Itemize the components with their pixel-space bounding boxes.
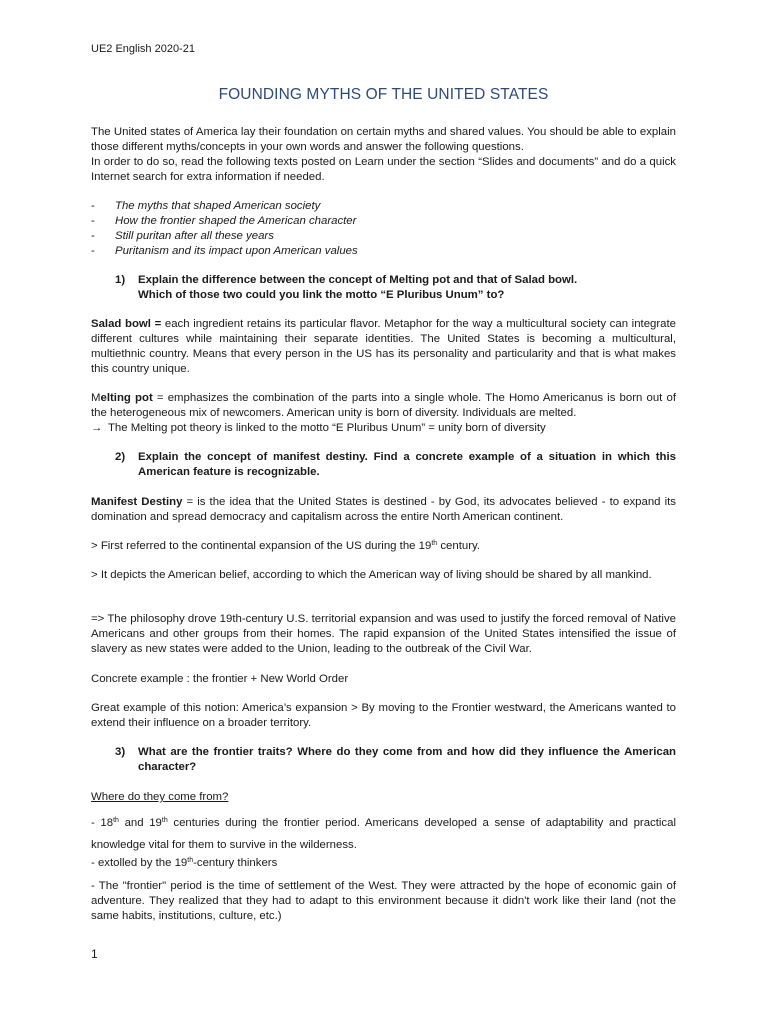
intro-line-1: The United states of America lay their foundation on certain myths and shared values. You should be able to explain those different myths/concepts in your own words and answer the following questions.	[91, 126, 676, 153]
question-1-line-2: Which of those two could you link the motto “E Pluribus Unum” to?	[138, 289, 505, 301]
centuries-paragraph	[91, 812, 676, 856]
melting-pot-term-first: M	[91, 392, 101, 404]
philosophy-text: => The philosophy drove 19th-century U.S. territorial expansion and was used to justify the forced removal of Native Americans and other groups from their homes. The rapid expansion of the United States intensified the issue of slavery as new states were added to the Union, leading to the outbreak of the Civil War.	[91, 613, 676, 655]
intro-paragraph	[91, 125, 676, 185]
intro-line-2: In order to do so, read the following texts posted on Learn under the section “Slides and documents” and do a quick Internet search for extra information if needed.	[91, 156, 676, 183]
question-number: 1)	[115, 274, 126, 286]
centuries-text-mid: and 19	[118, 817, 162, 829]
question-2	[91, 450, 676, 480]
manifest-destiny-text: = is the idea that the United States is destined - by God, its advocates believed - to expand its domination and spread democracy and capitalism across the entire North American continent.	[91, 496, 676, 523]
document-title: FOUNDING MYTHS OF THE UNITED STATES	[218, 86, 549, 103]
first-referred-paragraph	[91, 539, 676, 554]
depicts-text: > It depicts the American belief, according to which the American way of living should be shared by all mankind.	[91, 569, 652, 581]
salad-bowl-term: Salad bowl =	[91, 318, 162, 330]
manifest-destiny-paragraph	[91, 495, 676, 525]
concrete-example-paragraph	[91, 672, 676, 687]
question-2-text: Explain the concept of manifest destiny. Find a concrete example of a situation in which this American feature is recognizable.	[138, 451, 676, 478]
question-1	[91, 273, 676, 303]
superscript: th	[431, 540, 438, 547]
question-3	[91, 745, 676, 775]
salad-bowl-text: each ingredient retains its particular flavor. Metaphor for the way a multicultural society can integrate different cultures while maintaining their separate identities. The United States is becoming a multicultural, multiethnic country. Means that every person in the US has its personality and particularity and that is what makes this country unique.	[91, 318, 676, 375]
melting-pot-conclusion: The Melting pot theory is linked to the motto “E Pluribus Unum” = unity born of diversity	[105, 422, 546, 434]
bullet-item: - Still puritan after all these years	[91, 229, 676, 244]
manifest-destiny-term: Manifest Destiny	[91, 496, 183, 508]
bullet-item: - How the frontier shaped the American character	[91, 214, 676, 229]
centuries-text-end: centuries during the frontier period. Americans developed a sense of adaptability and practical knowledge vital for them to survive in the wilderness.	[91, 817, 676, 851]
question-1-line-1: Explain the difference between the concept of Melting pot and that of Salad bowl.	[138, 274, 578, 286]
melting-pot-paragraph	[91, 391, 676, 436]
great-example-paragraph	[91, 701, 676, 731]
bullet-item: - The myths that shaped American society	[91, 199, 676, 214]
salad-bowl-paragraph	[91, 317, 676, 377]
concrete-example-text: Concrete example : the frontier + New World Order	[91, 673, 349, 685]
arrow-right-icon: →	[91, 422, 103, 434]
first-referred-text: > First referred to the continental expansion of the US during the 19	[91, 540, 432, 552]
frontier-period-text: - The "frontier" period is the time of settlement of the West. They were attracted by the hope of economic gain of adventure. They realized that they had to adapt to this environment because it didn't work like their land (not the same habits, institutions, culture, etc.)	[91, 880, 676, 922]
where-heading: Where do they come from?	[91, 791, 229, 803]
first-referred-text-end: century.	[437, 540, 481, 552]
philosophy-paragraph	[91, 612, 676, 657]
document-header: UE2 English 2020-21	[91, 43, 195, 55]
melting-pot-text: = emphasizes the combination of the parts into a single whole. The Homo Americanus is born out of the heterogeneous mix of newcomers. American unity is born of diversity. Individuals are melted.	[91, 392, 677, 419]
superscript: th	[113, 817, 119, 824]
bullet-item: - Puritanism and its impact upon American values	[91, 244, 676, 259]
reading-bullets	[91, 199, 676, 259]
page-number: 1	[91, 947, 98, 961]
question-number: 2)	[115, 451, 126, 463]
extolled-text-end: -century thinkers	[193, 857, 278, 869]
melting-pot-term: elting pot	[100, 392, 153, 404]
reading-list	[91, 199, 676, 259]
great-example-text: Great example of this notion: America’s expansion > By moving to the Frontier westward, the Americans wanted to extend their influence on a broader territory.	[91, 702, 676, 729]
frontier-period-paragraph	[91, 879, 676, 924]
extolled-paragraph	[91, 856, 676, 871]
extolled-text: - extolled by the 19	[91, 857, 188, 869]
superscript: th	[187, 857, 194, 864]
question-3-text: What are the frontier traits? Where do they come from and how did they influence the American character?	[138, 746, 676, 773]
centuries-text: - 18	[91, 817, 114, 829]
superscript: th	[161, 817, 168, 824]
where-heading-block	[91, 790, 676, 805]
question-number: 3)	[115, 746, 126, 758]
depicts-paragraph	[91, 568, 676, 583]
